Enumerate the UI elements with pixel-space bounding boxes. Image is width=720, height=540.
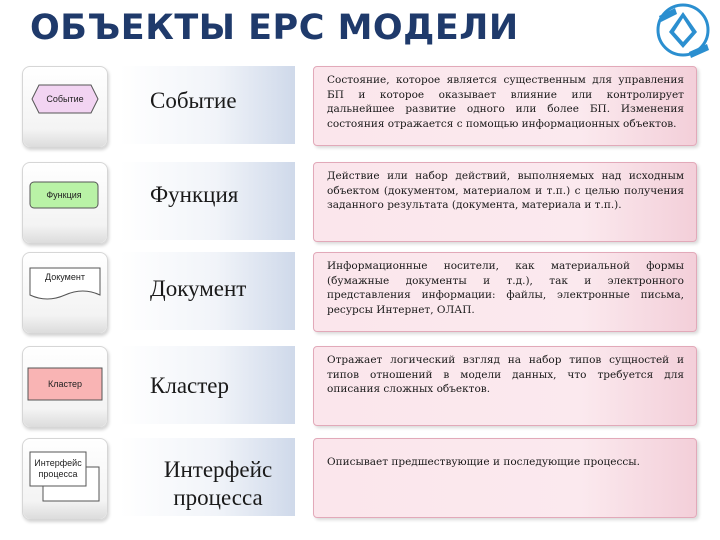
object-description: Действие или набор действий, выполняемых над исходным объектом (документом, материалом и т.п.) с целью получения заданного результата (документа, материала и т.п.). [327,170,684,211]
cluster-symbol-card [22,346,108,428]
object-description-box [313,252,697,332]
function-symbol-card [22,162,108,244]
document-symbol-card [22,252,108,334]
event-symbol-card [22,66,108,148]
object-description: Информационные носители, как материальной формы (бумажные документы и т.д.), так и электронного представления информации: файлы, электронные письма, ресурсы Интернет, ОЛАП. [327,260,684,316]
object-description: Отражает логический взгляд на набор типов сущностей и типов отношений в модели данных, что требуется для описания сложных объектов. [327,354,684,395]
object-description: Состояние, которое является существенным для управления БП и которое оказывает влияние или контролирует дальнейшее развитие одного или более БП. Изменения состояния отражается с помощью информационных объектов. [327,74,684,130]
page-title: ОБЪЕКТЫ EPC МОДЕЛИ [30,8,519,48]
object-name: Функция [150,182,239,207]
process-interface-symbol-card [22,438,108,520]
symbol-label: Событие [46,93,84,104]
object-description-box [313,66,697,146]
faculty-logo-icon [647,2,717,60]
object-name: Документ [150,276,247,301]
symbol-label: Кластер [47,378,83,389]
symbol-label: Документ [45,271,85,282]
object-description-box [313,438,697,518]
symbol-label: Функция [46,189,82,200]
object-name: Интерфейс процесса [163,457,273,510]
object-description-box [313,162,697,242]
object-description-box [313,346,697,426]
object-name: Событие [150,88,237,113]
object-description: Описывает предшествующие и последующие процессы. [327,456,640,468]
object-name: Кластер [150,373,229,398]
symbol-label: Интерфейс процесса [34,458,82,479]
